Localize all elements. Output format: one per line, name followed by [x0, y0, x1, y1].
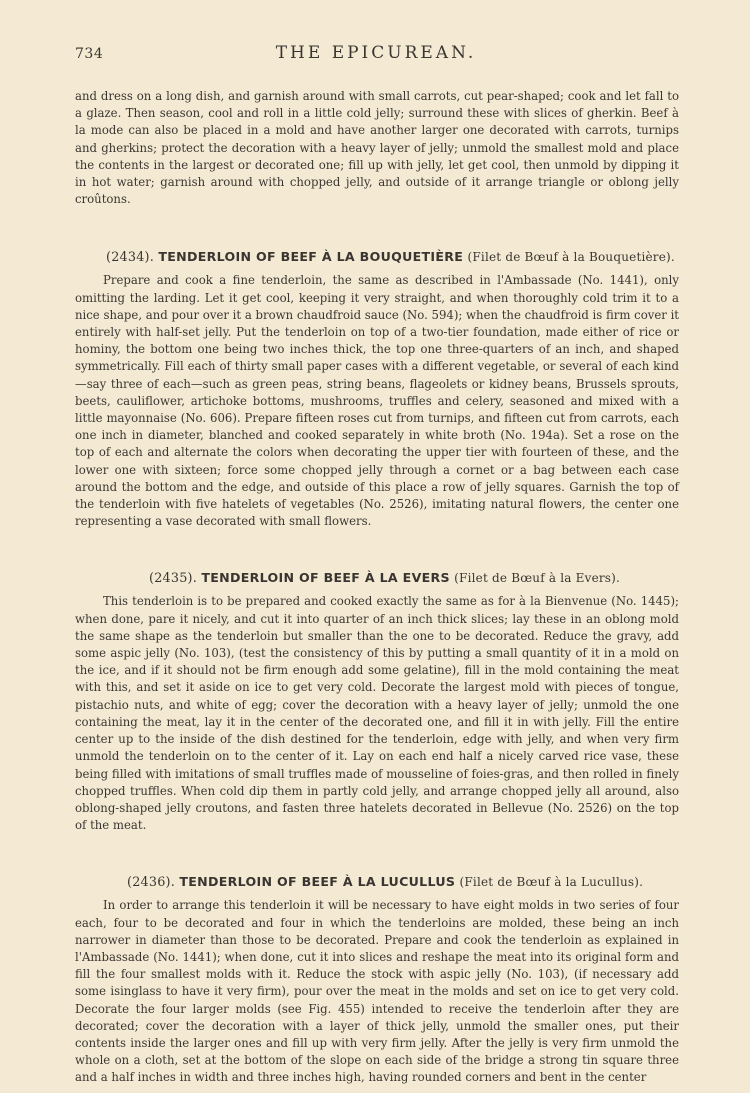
recipe-title: TENDERLOIN OF BEEF À LA EVERS: [201, 570, 450, 586]
recipe-text-2436: In order to arrange this tenderloin it will be necessary to have eight molds in two series of four each, four to be decorated and four in which the tenderloins are molded, these being an inch narrower in diameter than those to be decorated. Prepare and cook the tenderloin as explained in l'Ambassade (No. 1441); when done, cut it into slices and reshape the meat into its original form and fill the four smallest molds with it. Reduce the stock with aspic jelly (No. 103), (if necessary add some isinglass to have it very firm), pour over the meat in the molds and set on ice to get very cold. Decorate the four larger molds (see Fig. 455) intended to receive the tenderloin after they are decorated; cover the decoration with a layer of thick jelly, unmold the smaller ones, put their contents inside the larger ones and fill up with very firm jelly. After the jelly is very firm unmold the whole on a cloth, set at the bottom of the slope on each side of the bridge a strong tin square three and a half inches in width and three inches high, having rounded corners and bent in the center: [75, 898, 679, 1085]
recipe-french-title: (Filet de Bœuf à la Lucullus).: [459, 875, 644, 890]
recipe-text-2435: This tenderloin is to be prepared and cooked exactly the same as for à la Bienvenue (No. 1445); when done, pare it nicely, and cut it into quarter of an inch thick slices; lay these in an oblong mold the same shape as the tenderloin but smaller than the one to be decorated. Reduce the gravy, add some aspic jelly (No. 103), (test the consistency of this by putting a small quantity of it in a mold on the ice, and if it should not be firm enough add some gelatine), fill in the mold containing the meat with this, and set it aside on ice to get very cold. Decorate the largest mold with pieces of tongue, pistachio nuts, and white of egg; cover the decoration with a heavy layer of jelly; unmold the one containing the meat, lay it in the center of the decorated one, and fill it in with jelly. Fill the entire center up to the inside of the dish destined for the tenderloin, edge with jelly, and when very firm unmold the tenderloin on to the center of it. Lay on each end half a nicely carved rice vase, these being filled with imitations of small truffles made of mousseline of foies-gras, and then rolled in finely chopped truffles. When cold dip them in partly cold jelly, and arrange chopped jelly all around, also oblong-shaped jelly croutons, and fasten three hatelets decorated in Bellevue (No. 2526) on the top of the meat.: [75, 594, 679, 833]
recipe-number: (2436).: [127, 875, 176, 891]
recipe-title: TENDERLOIN OF BEEF À LA LUCULLUS: [179, 874, 456, 890]
recipe-number: (2434).: [106, 250, 155, 266]
recipe-french-title: (Filet de Bœuf à la Evers).: [454, 571, 621, 586]
recipe-number: (2435).: [149, 571, 198, 587]
intro-paragraph: and dress on a long dish, and garnish around with small carrots, cut pear-shaped; cook and let fall to a glaze. Then season, cool and roll in a little cold jelly; surround these with slices of gherkin. Beef à la mode can also be placed in a mold and have another larger one decorated with carrots, turnips and gherkins; protect the decoration with a heavy layer of jelly; unmold the smallest mold and place the contents in the largest or decorated one; fill up with jelly, let get cool, then unmold by dipping it in hot water; garnish around with chopped jelly, and outside of it arrange triangle or oblong jelly croûtons.: [75, 89, 679, 207]
running-title: THE EPICUREAN.: [275, 43, 477, 63]
page-header: [75, 43, 677, 68]
recipe-text-2434: Prepare and cook a fine tenderloin, the same as described in l'Ambassade (No. 1441), only omitting the larding. Let it get cool, keeping it very straight, and when thoroughly cold trim it to a nice shape, and pour over it a brown chaudfroid sauce (No. 594); when the chaudfroid is firm cover it entirely with half-set jelly. Put the tenderloin on top of a two-tier foundation, made either of rice or hominy, the bottom one being two inches thick, the top one three-quarters of an inch, and shaped symmetrically. Fill each of thirty small paper cases with a different vegetable, or several of each kind—say three of each—such as green peas, string beans, flageolets or kidney beans, Brussels sprouts, beets, cauliflower, artichoke bottoms, mushrooms, truffles and celery, seasoned and mixed with a little mayonnaise (No. 606). Prepare fifteen roses cut from turnips, and fifteen cut from carrots, each one inch in diameter, blanched and cooked separately in white broth (No. 194a). Set a rose on the top of each and alternate the colors when decorating the upper tier with fourteen of these, and the lower one with sixteen; force some chopped jelly through a cornet or a bag between each case around the bottom and the edge, and outside of this place a row of jelly squares. Garnish the top of the tenderloin with five hatelets of vegetables (No. 2526), imitating natural flowers, the center one representing a vase decorated with small flowers.: [75, 273, 679, 529]
recipe-heading-2436: [127, 874, 679, 890]
page-number: 734: [75, 46, 104, 62]
recipe-heading-2435: [149, 570, 679, 586]
recipe-french-title: (Filet de Bœuf à la Bouquetière).: [467, 250, 675, 265]
page-body: [75, 88, 679, 1087]
recipe-heading-2434: [106, 249, 679, 265]
recipe-title: TENDERLOIN OF BEEF À LA BOUQUETIÈRE: [158, 249, 464, 265]
